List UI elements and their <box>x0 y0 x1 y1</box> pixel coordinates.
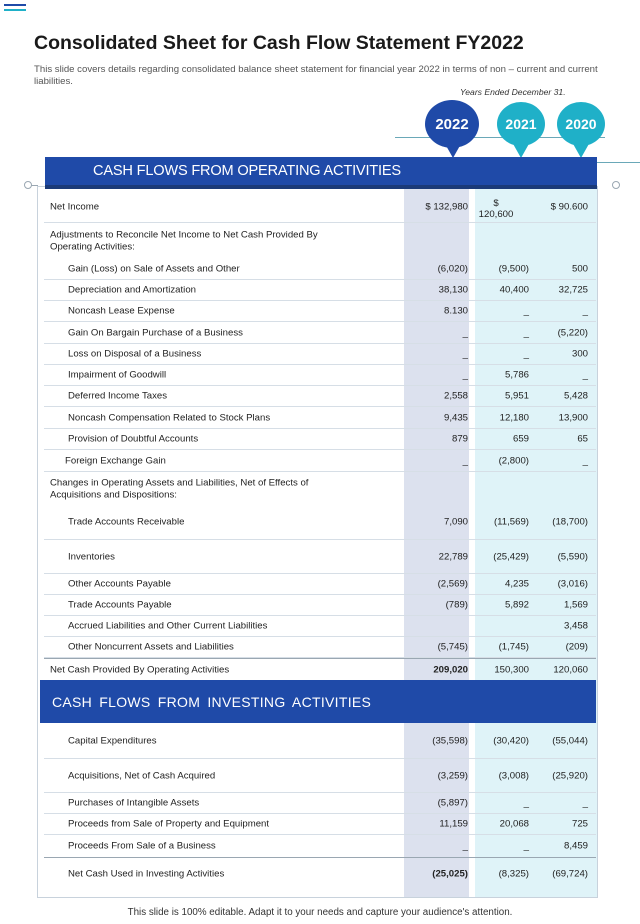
year-badge-2020: 2020 <box>557 102 605 146</box>
value-2020: 300 <box>571 348 588 360</box>
value-2021: $ 120,600 <box>478 197 514 220</box>
table-row <box>44 540 596 574</box>
value-2021: _ <box>523 348 529 360</box>
table-row <box>44 322 596 344</box>
row-label: Gain (Loss) on Sale of Assets and Other <box>68 263 240 275</box>
footer-note: This slide is 100% editable. Adapt it to your needs and capture your audience's attention. <box>127 907 513 918</box>
row-label: Loss on Disposal of a Business <box>68 348 202 360</box>
table-row <box>44 450 596 472</box>
value-2022: 38,130 <box>438 284 468 296</box>
value-2020: 65 <box>577 433 588 445</box>
table-row <box>44 259 596 280</box>
row-label: Trade Accounts Payable <box>68 599 172 611</box>
value-2021: (8,325) <box>498 868 529 880</box>
value-2022: (25,025) <box>432 868 468 880</box>
table-row <box>44 407 596 429</box>
year-badge-2022: 2022 <box>425 100 479 148</box>
value-2020: (5,590) <box>557 551 588 562</box>
table-row-net-cash-operating <box>44 658 596 680</box>
table-row <box>44 793 596 814</box>
investing-section-title: CASH FLOWS FROM INVESTING ACTIVITIES <box>52 693 372 710</box>
value-2021: _ <box>523 305 529 317</box>
value-2021: (1,745) <box>498 641 529 653</box>
value-2020: _ <box>582 305 588 317</box>
table-row <box>44 301 596 322</box>
value-2021: 5,951 <box>504 390 529 402</box>
value-2021: 5,786 <box>504 369 529 381</box>
value-2022: 7,090 <box>443 516 468 528</box>
table-row <box>44 723 596 759</box>
value-2020: 5,428 <box>563 390 588 402</box>
value-2022: 9,435 <box>443 412 468 423</box>
value-2020: 1,569 <box>563 599 588 611</box>
table-row <box>44 814 596 835</box>
row-label: Other Accounts Payable <box>68 578 171 590</box>
value-2022: (3,259) <box>437 770 468 781</box>
value-2022: 11,159 <box>439 818 468 830</box>
value-2021: _ <box>523 840 529 852</box>
row-label: Capital Expenditures <box>68 734 157 746</box>
row-label: Adjustments to Reconcile Net Income to Net Cash Provided By Operating Activities: <box>50 229 318 252</box>
row-label: Foreign Exchange Gain <box>65 454 166 466</box>
value-2022: _ <box>462 327 468 338</box>
table-row <box>44 344 596 365</box>
value-2020: 725 <box>571 818 588 830</box>
table-row <box>44 280 596 301</box>
value-2020: _ <box>582 797 588 809</box>
row-label: Provision of Doubtful Accounts <box>68 433 199 445</box>
table-row-net-cash-investing <box>44 857 596 890</box>
value-2020: 8,459 <box>563 840 588 852</box>
frame-right-dot <box>612 181 620 189</box>
row-label: Proceeds From Sale of a Business <box>68 840 216 852</box>
operating-section-title: CASH FLOWS FROM OPERATING ACTIVITIES <box>93 163 401 179</box>
value-2020: _ <box>582 369 588 381</box>
value-2020: 13,900 <box>558 412 588 423</box>
row-label: Trade Accounts Receivable <box>68 516 185 528</box>
value-2022: (35,598) <box>432 735 468 746</box>
row-label: Net Cash Used in Investing Activities <box>68 868 225 880</box>
table-row <box>44 574 596 595</box>
investing-section-header <box>40 680 596 723</box>
value-2020: 32,725 <box>558 284 588 296</box>
value-2021: 659 <box>512 433 529 445</box>
value-2020: 500 <box>571 263 588 275</box>
frame-left-dot <box>24 181 32 189</box>
page-title: Consolidated Sheet for Cash Flow Statement FY2022 <box>34 32 524 54</box>
page-subtitle: This slide covers details regarding consolidated balance sheet statement for financial year 2022 in terms of non – current and current liabilities. <box>34 64 598 87</box>
row-label: Acquisitions, Net of Cash Acquired <box>68 769 216 781</box>
value-2021: (25,429) <box>493 551 529 562</box>
value-2022: 22,789 <box>438 551 468 562</box>
table-row-changes-heading <box>44 473 596 505</box>
row-label: Net Cash Provided By Operating Activities <box>50 663 230 675</box>
table-row <box>44 637 596 658</box>
table-row <box>44 429 596 450</box>
value-2021: 40,400 <box>499 284 529 296</box>
value-2021: 20,068 <box>499 818 529 830</box>
value-2022: 879 <box>451 433 468 445</box>
table-row <box>44 505 596 540</box>
value-2020: 120,060 <box>553 664 588 675</box>
value-2021: 5,892 <box>504 599 529 611</box>
table-row <box>44 386 596 407</box>
year-badge-2021: 2021 <box>497 102 545 146</box>
value-2022: (6,020) <box>437 263 468 275</box>
value-2021: (3,008) <box>498 770 529 781</box>
value-2021: (2,800) <box>498 455 529 466</box>
row-label: Proceeds from Sale of Property and Equipment <box>68 818 270 830</box>
value-2021: _ <box>523 797 529 809</box>
table-row <box>44 616 596 637</box>
value-2021: (9,500) <box>498 263 529 275</box>
value-2022: (2,569) <box>437 578 468 590</box>
row-label: Noncash Lease Expense <box>68 305 175 317</box>
value-2020: (69,724) <box>552 868 588 880</box>
value-2020: _ <box>582 455 588 466</box>
row-label: Net Income <box>50 200 100 212</box>
value-2021: _ <box>523 327 529 338</box>
menu-decoration <box>4 4 26 13</box>
table-row-net-income <box>44 191 596 223</box>
value-2020: (18,700) <box>552 516 588 528</box>
header-rule-right <box>597 162 640 163</box>
value-2022: (5,745) <box>437 641 468 653</box>
value-2022: _ <box>462 455 468 466</box>
value-2020: (55,044) <box>552 735 588 746</box>
row-label: Other Noncurrent Assets and Liabilities <box>68 641 234 653</box>
value-2022: _ <box>462 840 468 852</box>
row-label: Gain On Bargain Purchase of a Business <box>68 326 243 338</box>
value-2021: 12,180 <box>499 412 529 423</box>
table-row <box>44 595 596 616</box>
row-label: Accrued Liabilities and Other Current Liabilities <box>68 620 268 632</box>
row-label: Changes in Operating Assets and Liabilities, Net of Effects of Acquisitions and Dispositions: <box>50 477 309 500</box>
row-label: Impairment of Goodwill <box>68 369 167 381</box>
value-2021: 4,235 <box>504 578 529 590</box>
table-row <box>44 835 596 857</box>
value-2021: (30,420) <box>493 735 529 746</box>
value-2020: (5,220) <box>557 327 588 338</box>
operating-section-header <box>45 157 597 189</box>
value-2022: 8.130 <box>443 305 468 317</box>
value-2020: 3,458 <box>563 620 588 632</box>
row-label: Inventories <box>68 550 115 562</box>
table-row-adjustments-heading <box>44 226 596 256</box>
value-2020: (3,016) <box>557 578 588 590</box>
years-label: Years Ended December 31. <box>460 87 566 97</box>
value-2022: (5,897) <box>437 797 468 809</box>
value-2020: (209) <box>565 641 588 653</box>
value-2022: 209,020 <box>433 664 468 675</box>
row-label: Deferred Income Taxes <box>68 390 168 402</box>
row-label: Purchases of Intangible Assets <box>68 797 200 809</box>
table-row <box>44 365 596 386</box>
value-2022: 2,558 <box>443 390 468 402</box>
row-label: Noncash Compensation Related to Stock Plans <box>68 411 271 423</box>
value-2022: _ <box>462 348 468 360</box>
value-2022: (789) <box>445 599 468 611</box>
value-2020: $ 90.600 <box>550 201 588 212</box>
value-2021: (11,569) <box>493 516 529 528</box>
value-2022: _ <box>462 369 468 381</box>
value-2022: $ 132,980 <box>425 201 468 212</box>
value-2021: 150,300 <box>494 664 529 675</box>
value-2020: (25,920) <box>552 770 588 781</box>
row-label: Depreciation and Amortization <box>68 284 196 296</box>
table-row <box>44 759 596 793</box>
